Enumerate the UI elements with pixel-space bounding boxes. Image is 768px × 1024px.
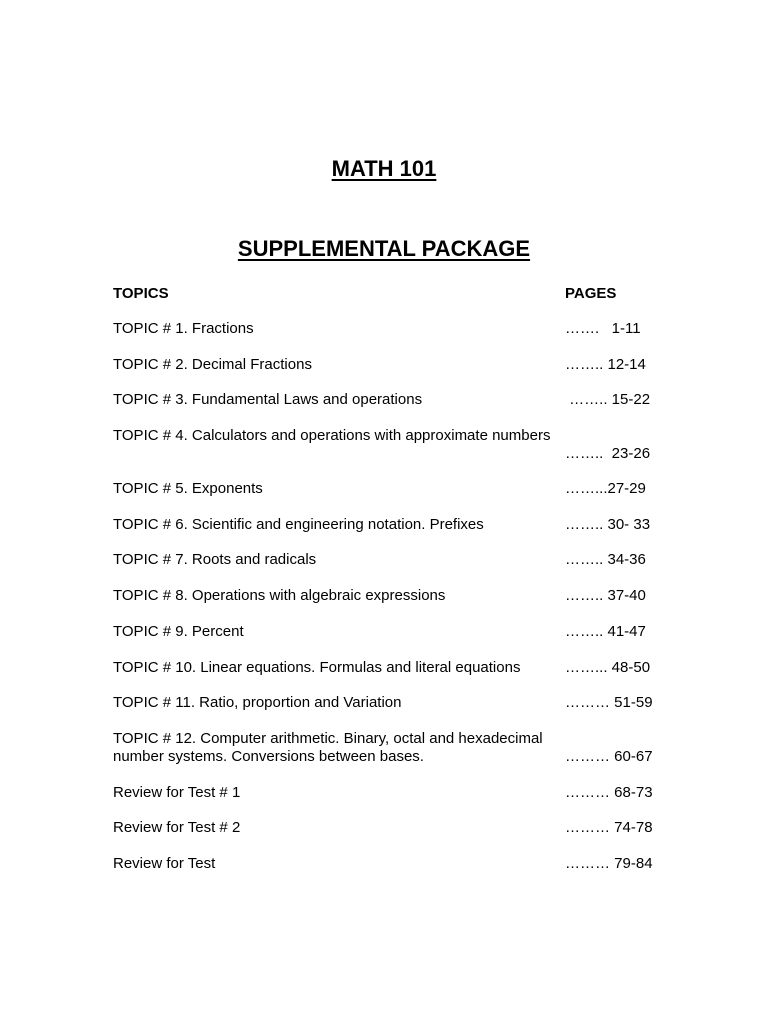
document-title: MATH 101 — [331, 156, 437, 181]
pages-column-header: PAGES — [565, 285, 617, 302]
toc-topic: Review for Test # 2 — [113, 819, 241, 836]
toc-topic: Review for Test # 1 — [113, 784, 241, 801]
toc-topic: TOPIC # 2. Decimal Fractions — [113, 356, 312, 373]
toc-pages: …….. 37-40 — [565, 587, 646, 604]
toc-pages: ……… 79-84 — [565, 855, 653, 872]
toc-pages: …….. 34-36 — [565, 551, 646, 568]
toc-pages: ……… 74-78 — [565, 819, 653, 836]
document-subtitle: SUPPLEMENTAL PACKAGE — [237, 236, 531, 261]
toc-pages: ……… 51-59 — [565, 694, 653, 711]
toc-pages: ……. 1-11 — [565, 320, 641, 337]
toc-topic: TOPIC # 4. Calculators and operations with approximate numbers — [113, 427, 551, 444]
toc-pages: …….. 30- 33 — [565, 516, 651, 533]
toc-pages: …….. 23-26 — [565, 445, 651, 462]
toc-pages: ……... 48-50 — [565, 659, 651, 676]
toc-topic: TOPIC # 8. Operations with algebraic expressions — [113, 587, 446, 604]
toc-topic: Review for Test — [113, 855, 216, 872]
toc-topic: TOPIC # 7. Roots and radicals — [113, 551, 317, 568]
toc-topic: TOPIC # 11. Ratio, proportion and Variation — [113, 694, 402, 711]
toc-topic: TOPIC # 9. Percent — [113, 623, 244, 640]
toc-pages: …….. 12-14 — [565, 356, 646, 373]
toc-topic: TOPIC # 1. Fractions — [113, 320, 254, 337]
topics-column-header: TOPICS — [113, 285, 169, 302]
toc-pages: …….. 15-22 — [565, 391, 651, 408]
toc-pages: …….. 41-47 — [565, 623, 646, 640]
toc-topic: TOPIC # 6. Scientific and engineering notation. Prefixes — [113, 516, 484, 533]
toc-topic: TOPIC # 10. Linear equations. Formulas and literal equations — [113, 659, 521, 676]
toc-topic: TOPIC # 5. Exponents — [113, 480, 263, 497]
toc-topic: TOPIC # 3. Fundamental Laws and operations — [113, 391, 423, 408]
toc-topic: TOPIC # 12. Computer arithmetic. Binary, octal and hexadecimal number systems. Conversions between bases. — [113, 730, 543, 765]
toc-pages: ……...27-29 — [565, 480, 646, 497]
toc-pages: ……… 68-73 — [565, 784, 653, 801]
toc-pages: ……… 60-67 — [565, 748, 653, 765]
